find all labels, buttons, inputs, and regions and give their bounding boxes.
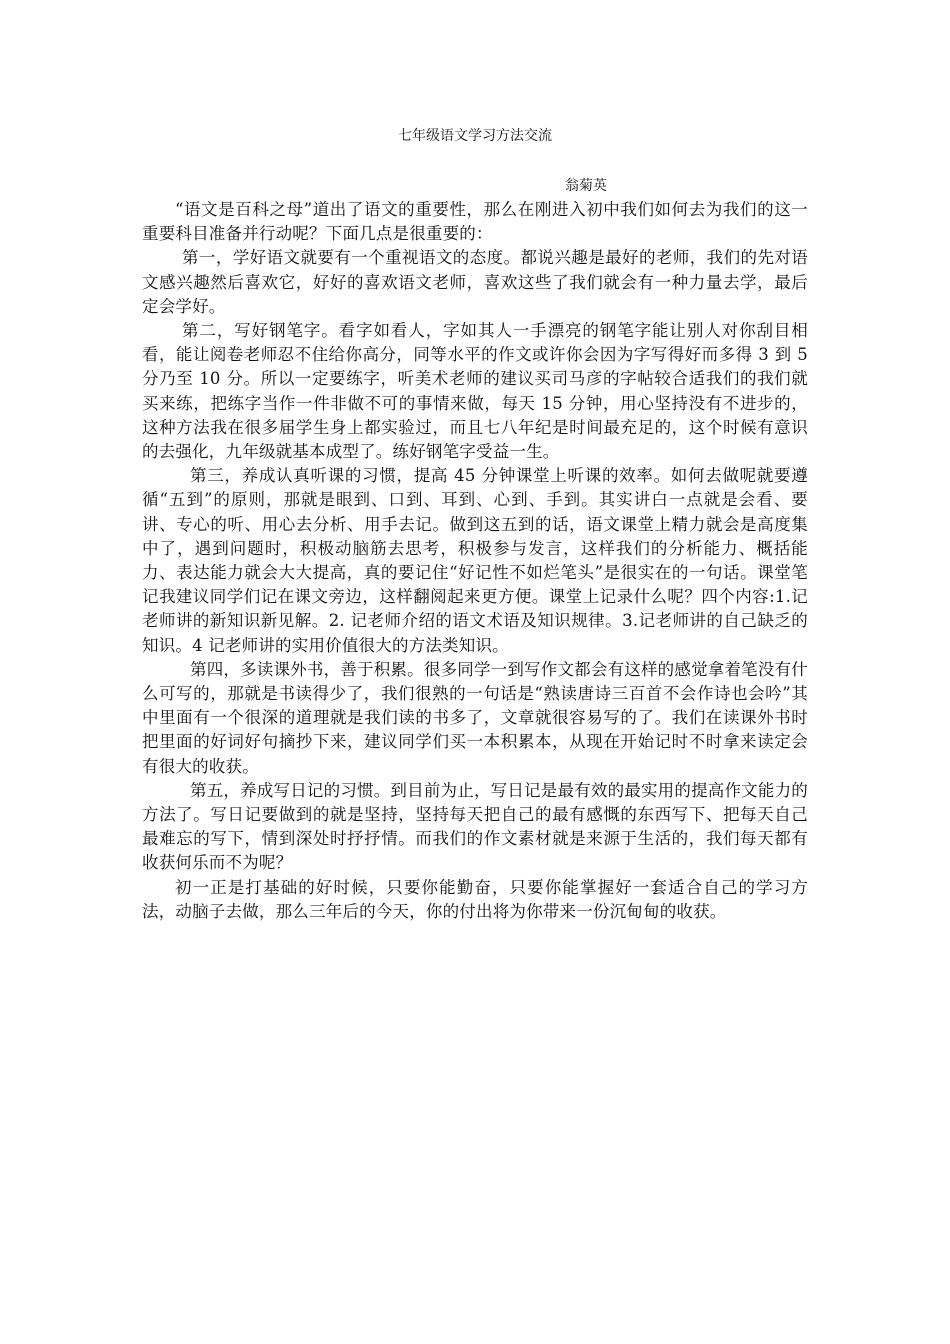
paragraph-point-1: 第一，学好语文就要有一个重视语文的态度。都说兴趣是最好的老师，我们的先对语文感兴趣然后喜欢它，好好的喜欢语文老师，喜欢这些了我们就会有一种力量去学，最后定会学好。 (142, 248, 808, 316)
paragraph-conclusion: 初一正是打基础的好时候，只要你能勤奋，只要你能掌握好一套适合自己的学习方法，动脑子去做，那么三年后的今天，你的付出将为你带来一份沉甸甸的收获。 (142, 877, 808, 921)
document-title: 七年级语文学习方法交流 (398, 128, 552, 144)
paragraph-point-3: 第三，养成认真听课的习惯，提高 45 分钟课堂上听课的效率。如何去做呢就要遵循“五到”的原则，那就是眼到、口到、耳到、心到、手到。其实讲白一点就是会看、要讲、专心的听、用心去分析、用手去记。做到这五到的话，语文课堂上精力就会是高度集中了，遇到问题时，积极动脑筋去思考，积极参与发言，这样我们的分析能力、概括能力、表达能力就会大大提高，真的要记住“好记性不如烂笔头”是很实在的一句话。课堂笔记我建议同学们记在课文旁边，这样翻阅起来更方便。课堂上记录什么呢？四个内容:1.记老师讲的新知识新见解。2. 记老师介绍的语文术语及知识规律。3.记老师讲的自己缺乏的知识。4 记老师讲的实用价值很大的方法类知识。 (142, 466, 808, 655)
document-body (142, 124, 808, 924)
paragraph-point-2: 第二，写好钢笔字。看字如看人，字如其人一手漂亮的钢笔字能让别人对你刮目相看，能让阅卷老师忍不住给你高分，同等水平的作文或许你会因为字写得好而多得 3 到 5 分乃至 10 分。所以一定要练字，听美术老师的建议买司马彦的字帖较合适我们的我们就买来练，把练字当作一件非做不可的事情来做，每天 15 分钟，用心坚持没有不进步的，这种方法我在很多届学生身上都实验过，而且七八年纪是时间最充足的，这个时候有意识的去强化，九年级就基本成型了。练好钢笔字受益一生。 (142, 321, 808, 462)
paragraph-point-4: 第四，多读课外书，善于积累。很多同学一到写作文都会有这样的感觉拿着笔没有什么可写的，那就是书读得少了，我们很熟的一句话是“熟读唐诗三百首不会作诗也会吟”其中里面有一个很深的道理就是我们读的书多了，文章就很容易写的了。我们在读课外书时把里面的好词好句摘抄下来，建议同学们买一本积累本，从现在开始记时不时拿来读定会有很大的收获。 (142, 659, 808, 776)
paragraph-intro: “语文是百科之母”道出了语文的重要性，那么在刚进入初中我们如何去为我们的这一重要科目准备并行动呢？下面几点是很重要的： (142, 200, 808, 244)
document-author: 翁菊英 (565, 178, 607, 194)
paragraph-point-5: 第五，养成写日记的习惯。到目前为止，写日记是最有效的最实用的提高作文能力的方法了。写日记要做到的就是坚持，坚持每天把自己的最有感慨的东西写下、把每天自己最难忘的写下，情到深处时抒抒情。而我们的作文素材就是来源于生活的，我们每天都有收获何乐而不为呢？ (142, 780, 808, 873)
